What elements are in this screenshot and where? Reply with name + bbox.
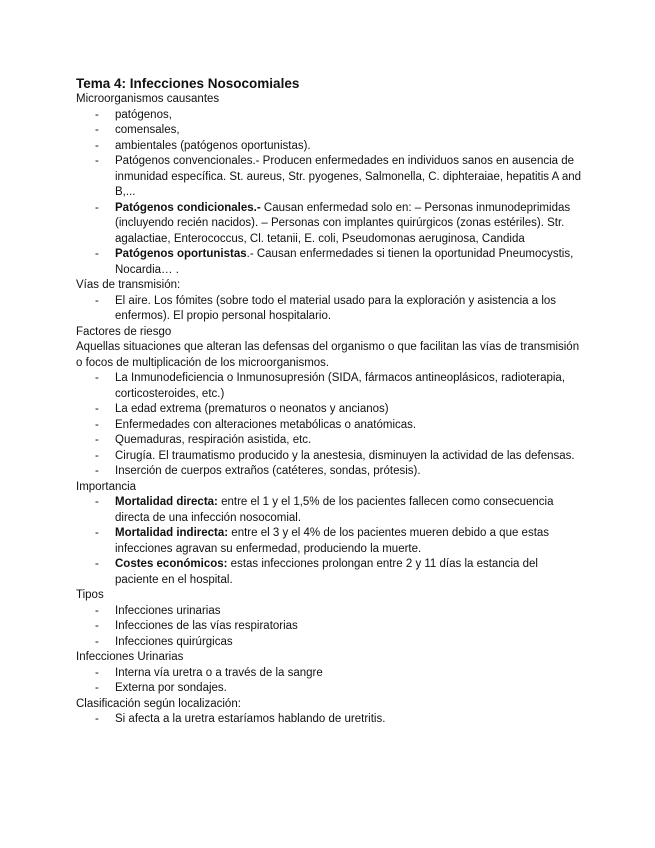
list-item — [76, 108, 582, 124]
list-item-text: Patógenos convencionales.- Producen enfermedades en individuos sanos en ausencia de inmunidad específica. St. aureus, Str. pyogenes, Salmonella, C. diphteraiae, hepatitis A and B,... — [115, 155, 582, 198]
list-item — [76, 681, 582, 697]
list-item-text: .- Causan enfermedades si tienen la oportunidad Pneumocystis, Nocardia… . — [115, 248, 574, 276]
section-heading: Importancia — [76, 480, 137, 493]
list-item-text: Externa por sondajes. — [115, 682, 227, 694]
list-item — [76, 433, 582, 449]
list-item — [76, 154, 582, 201]
list-item-text: comensales, — [115, 124, 180, 136]
list-item-bold-label: Mortalidad directa: — [115, 496, 218, 508]
list-item-text: Quemaduras, respiración asistida, etc. — [115, 434, 312, 446]
list-item — [76, 418, 582, 434]
list-item — [76, 495, 582, 526]
bullet-list — [76, 371, 582, 480]
list-item — [76, 139, 582, 155]
list-item — [76, 712, 582, 728]
list-item — [76, 464, 582, 480]
section-paragraph: Aquellas situaciones que alteran las defensas del organismo o que facilitan las vías de transmisión o focos de multiplicación de los microorganismos. — [76, 341, 580, 369]
list-item-text: Cirugía. El traumatismo producido y la anestesia, disminuyen la actividad de las defensas. — [115, 449, 575, 462]
list-item-text: Infecciones de las vías respiratorias — [115, 620, 298, 632]
list-item — [76, 619, 582, 635]
list-item-text: estas infecciones prolongan entre 2 y 11 días la estancia del paciente en el hospital. — [115, 558, 538, 586]
section-heading: Tipos — [76, 589, 104, 601]
list-item — [76, 449, 582, 465]
list-item-text: Enfermedades con alteraciones metabólicas o anatómicas. — [115, 418, 417, 431]
list-item-bold-label: Patógenos condicionales.- — [115, 201, 261, 214]
list-item-text: La Inmunodeficiencia o Inmunosupresión (SIDA, fármacos antineoplásicos, radioterapia, corticosteroides, etc.) — [115, 372, 566, 400]
list-item-text: La edad extrema (prematuros o neonatos y ancianos) — [115, 403, 389, 415]
section-heading: Microorganismos causantes — [76, 93, 220, 105]
list-item — [76, 557, 582, 588]
bullet-list — [76, 294, 582, 325]
list-item — [76, 604, 582, 620]
list-item — [76, 247, 582, 278]
list-item — [76, 294, 582, 325]
list-item — [76, 371, 582, 402]
list-item-text: El aire. Los fómites (sobre todo el material usado para la exploración y asistencia a los enfermos). El propio personal hospitalario. — [115, 294, 557, 322]
list-item-text: Si afecta a la uretra estaríamos hablando de uretritis. — [115, 713, 386, 725]
section-heading: Vías de transmisión: — [76, 279, 181, 291]
bullet-list — [76, 495, 582, 588]
list-item-text: entre el 3 y el 4% de los pacientes mueren debido a que estas infecciones agravan su enfermedad, produciendo la muerte. — [115, 527, 550, 555]
bullet-list — [76, 666, 582, 697]
list-item-text: Inserción de cuerpos extraños (catéteres, sondas, prótesis). — [115, 465, 421, 477]
list-item-text: Infecciones quirúrgicas — [115, 635, 233, 648]
list-item-text: patógenos, — [115, 108, 172, 121]
document-title: Tema 4: Infecciones Nosocomiales — [76, 76, 300, 91]
document-content — [76, 76, 582, 728]
list-item-text: Infecciones urinarias — [115, 604, 221, 617]
bullet-list — [76, 604, 582, 651]
list-item-text: entre el 1 y el 1,5% de los pacientes fallecen como consecuencia directa de una infección nosocomial. — [115, 496, 554, 524]
list-item-bold-label: Mortalidad indirecta: — [115, 527, 229, 539]
bullet-list — [76, 712, 582, 728]
list-item — [76, 666, 582, 682]
section-heading: Clasificación según localización: — [76, 697, 241, 710]
list-item — [76, 526, 582, 557]
list-item — [76, 402, 582, 418]
list-item — [76, 123, 582, 139]
section-heading: Infecciones Urinarias — [76, 651, 184, 663]
list-item — [76, 201, 582, 248]
list-item-bold-label: Costes económicos: — [115, 558, 228, 570]
list-item — [76, 635, 582, 651]
list-item-text: ambientales (patógenos oportunistas). — [115, 139, 311, 152]
section-heading: Factores de riesgo — [76, 325, 172, 338]
bullet-list — [76, 108, 582, 279]
list-item-bold-label: Patógenos oportunistas — [115, 248, 247, 260]
list-item-text: Interna vía uretra o a través de la sangre — [115, 666, 323, 679]
list-item-text: Causan enfermedad solo en: – Personas inmunodeprimidas (incluyendo recién nacidos). – Personas con implantes quirúrgicos (zonas estériles). Str. agalactiae, Enterococcus, Cl. tetanii, E. coli, Pseudomonas aeruginosa, Candida — [115, 201, 571, 245]
